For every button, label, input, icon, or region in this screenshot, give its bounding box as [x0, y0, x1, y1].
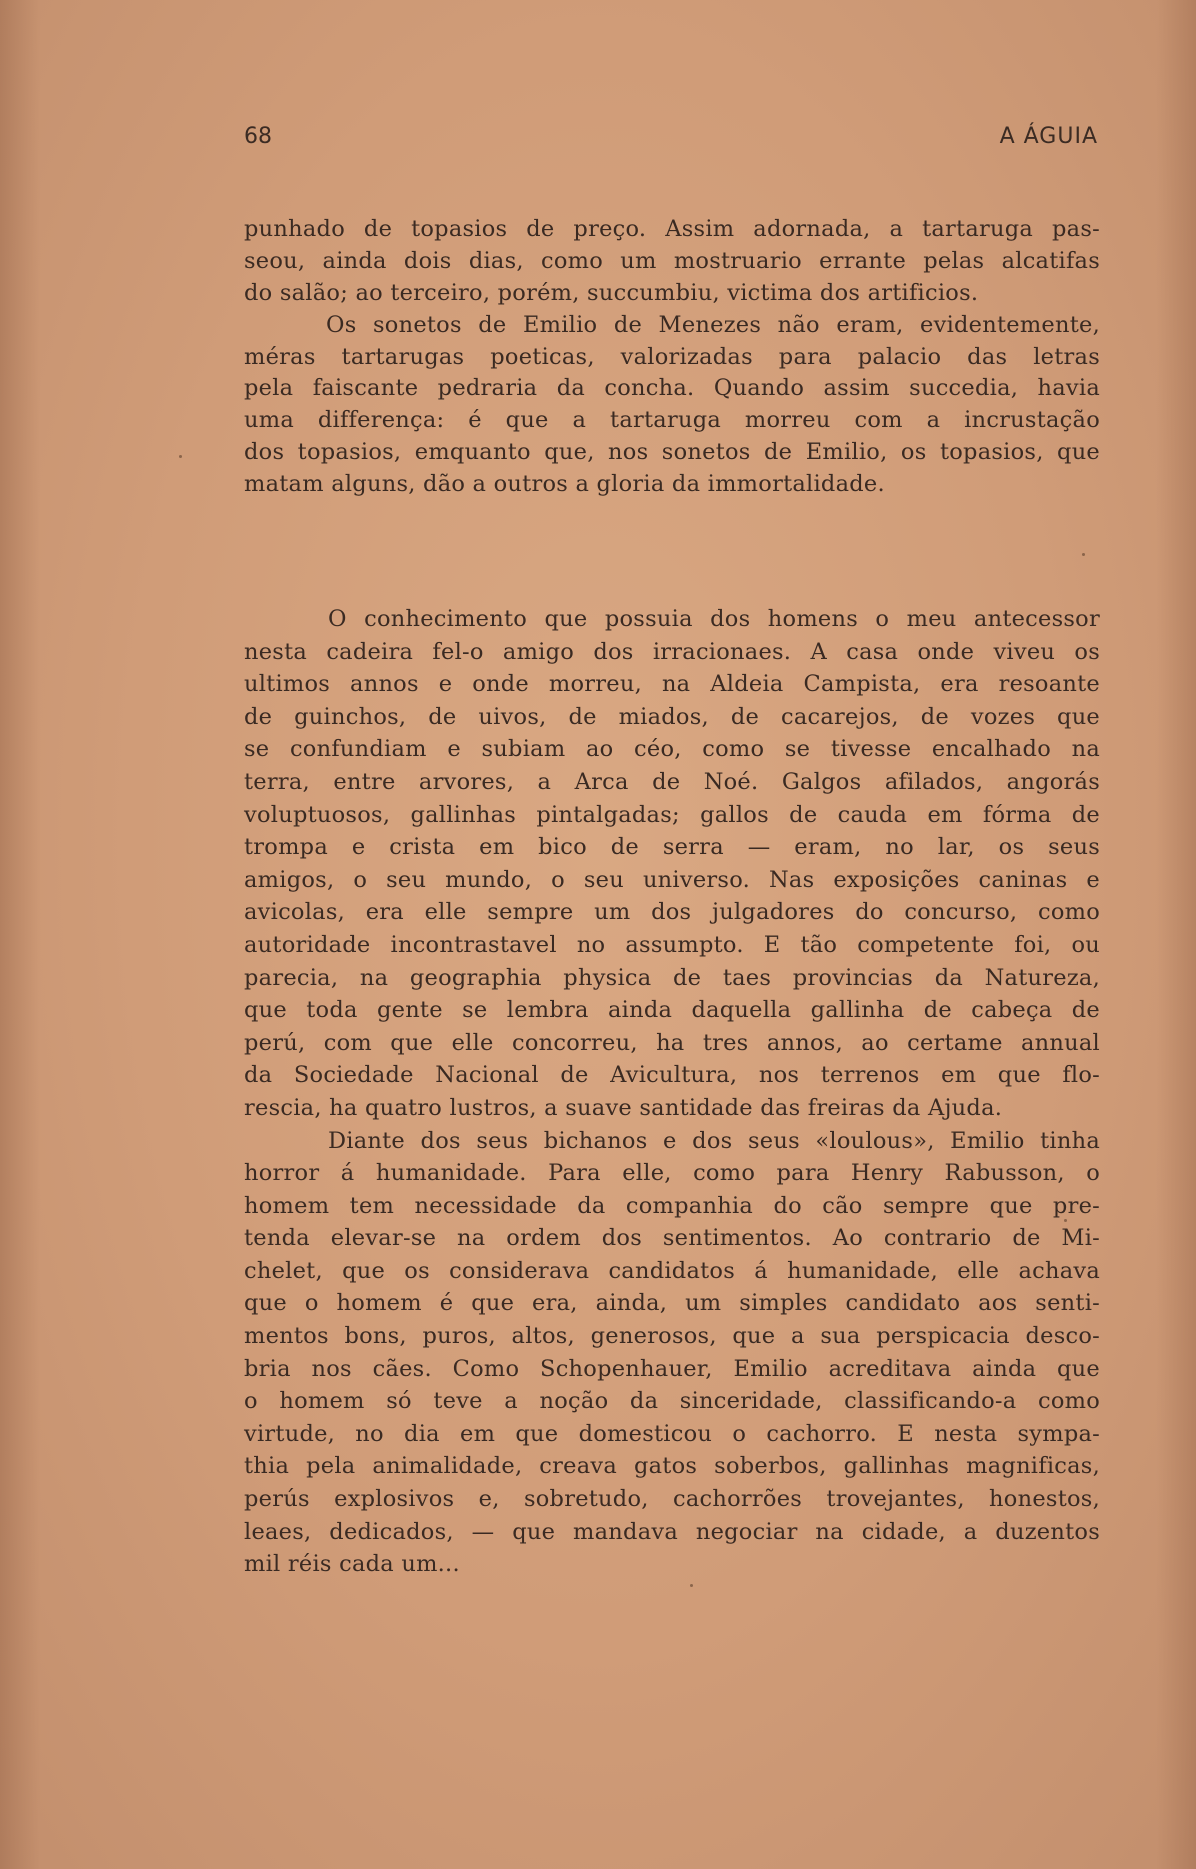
page-edge-shadow-left	[0, 0, 40, 1869]
text-line: trompa e crista em bico de serra — eram, no lar, os seus	[244, 834, 1100, 861]
text-line: uma differença: é que a tartaruga morreu com a incrustação	[244, 407, 1100, 434]
text-line: terra, entre arvores, a Arca de Noé. Galgos afilados, angorás	[244, 768, 1100, 795]
text-line: tenda elevar-se na ordem dos sentimentos. Ao contrario de Mi-	[244, 1225, 1100, 1252]
text-line: O conhecimento que possuia dos homens o meu antecessor	[328, 606, 1100, 632]
text-line: méras tartarugas poeticas, valorizadas para palacio das letras	[244, 343, 1100, 370]
text-line: horror á humanidade. Para elle, como para Henry Rabusson, o	[244, 1160, 1100, 1187]
text-line: se confundiam e subiam ao céo, como se tivesse encalhado na	[244, 736, 1100, 763]
text-line: virtude, no dia em que domesticou o cachorro. E nesta sympa-	[244, 1420, 1100, 1447]
text-line: que toda gente se lembra ainda daquella gallinha de cabeça de	[244, 997, 1100, 1024]
text-line: mentos bons, puros, altos, generosos, que a sua perspicacia desco-	[244, 1323, 1100, 1350]
text-line: Diante dos seus bichanos e dos seus «loulous», Emilio tinha	[328, 1127, 1100, 1154]
text-line: nesta cadeira fel-o amigo dos irracionaes. A casa onde viveu os	[244, 638, 1100, 665]
paper-speck	[690, 1584, 693, 1587]
text-line: de guinchos, de uivos, de miados, de cacarejos, de vozes que	[244, 703, 1100, 730]
text-line: voluptuosos, gallinhas pintalgadas; gallos de cauda em fórma de	[244, 801, 1100, 828]
page-header	[244, 124, 1098, 154]
paper-speck	[179, 455, 182, 458]
paper-speck	[1082, 553, 1085, 556]
text-line: perús explosivos e, sobretudo, cachorrões trovejantes, honestos,	[244, 1486, 1100, 1513]
text-line: que o homem é que era, ainda, um simples candidato aos senti-	[244, 1290, 1100, 1317]
text-line: chelet, que os considerava candidatos á humanidade, elle achava	[244, 1257, 1100, 1284]
text-line: leaes, dedicados, — que mandava negociar na cidade, a duzentos	[244, 1518, 1100, 1545]
text-line: seou, ainda dois dias, como um mostruario errante pelas alcatifas	[244, 247, 1100, 274]
text-line: Os sonetos de Emilio de Menezes não eram, evidentemente,	[326, 311, 1100, 338]
text-line: avicolas, era elle sempre um dos julgadores do concurso, como	[244, 899, 1100, 926]
text-line: pela faiscante pedraria da concha. Quando assim succedia, havia	[244, 375, 1100, 402]
page-edge-shadow-right	[1156, 0, 1196, 1869]
text-line: do salão; ao terceiro, porém, succumbiu, victima dos artificios.	[244, 279, 979, 306]
running-title: A ÁGUIA	[999, 124, 1098, 149]
text-line: amigos, o seu mundo, o seu universo. Nas exposições caninas e	[244, 866, 1100, 893]
text-line: da Sociedade Nacional de Avicultura, nos terrenos em que flo-	[244, 1062, 1100, 1089]
text-line: homem tem necessidade da companhia do cão sempre que pre-	[244, 1192, 1100, 1219]
text-line: punhado de topasios de preço. Assim adornada, a tartaruga pas-	[244, 216, 1100, 242]
text-line: thia pela animalidade, creava gatos soberbos, gallinhas magnificas,	[244, 1453, 1100, 1480]
text-block-tartaruga	[244, 214, 1100, 501]
text-line: o homem só teve a noção da sinceridade, classificando-a como	[244, 1388, 1100, 1415]
text-line: matam alguns, dão a outros a gloria da immortalidade.	[244, 471, 885, 498]
text-line: dos topasios, emquanto que, nos sonetos de Emilio, os topasios, que	[244, 439, 1100, 466]
page-number: 68	[244, 124, 272, 149]
text-line: perú, com que elle concorreu, ha tres annos, ao certame annual	[244, 1029, 1100, 1056]
text-line: parecia, na geographia physica de taes provincias da Natureza,	[244, 964, 1100, 991]
paper-speck	[1064, 1219, 1067, 1222]
text-line: ultimos annos e onde morreu, na Aldeia Campista, era resoante	[244, 671, 1100, 698]
text-line: autoridade incontrastavel no assumpto. E tão competente foi, ou	[244, 931, 1100, 958]
text-block-irracionaes	[244, 603, 1100, 1581]
text-line: mil réis cada um...	[244, 1551, 460, 1578]
text-line: rescia, ha quatro lustros, a suave santidade das freiras da Ajuda.	[244, 1094, 1003, 1121]
text-line: bria nos cães. Como Schopenhauer, Emilio acreditava ainda que	[244, 1355, 1100, 1382]
